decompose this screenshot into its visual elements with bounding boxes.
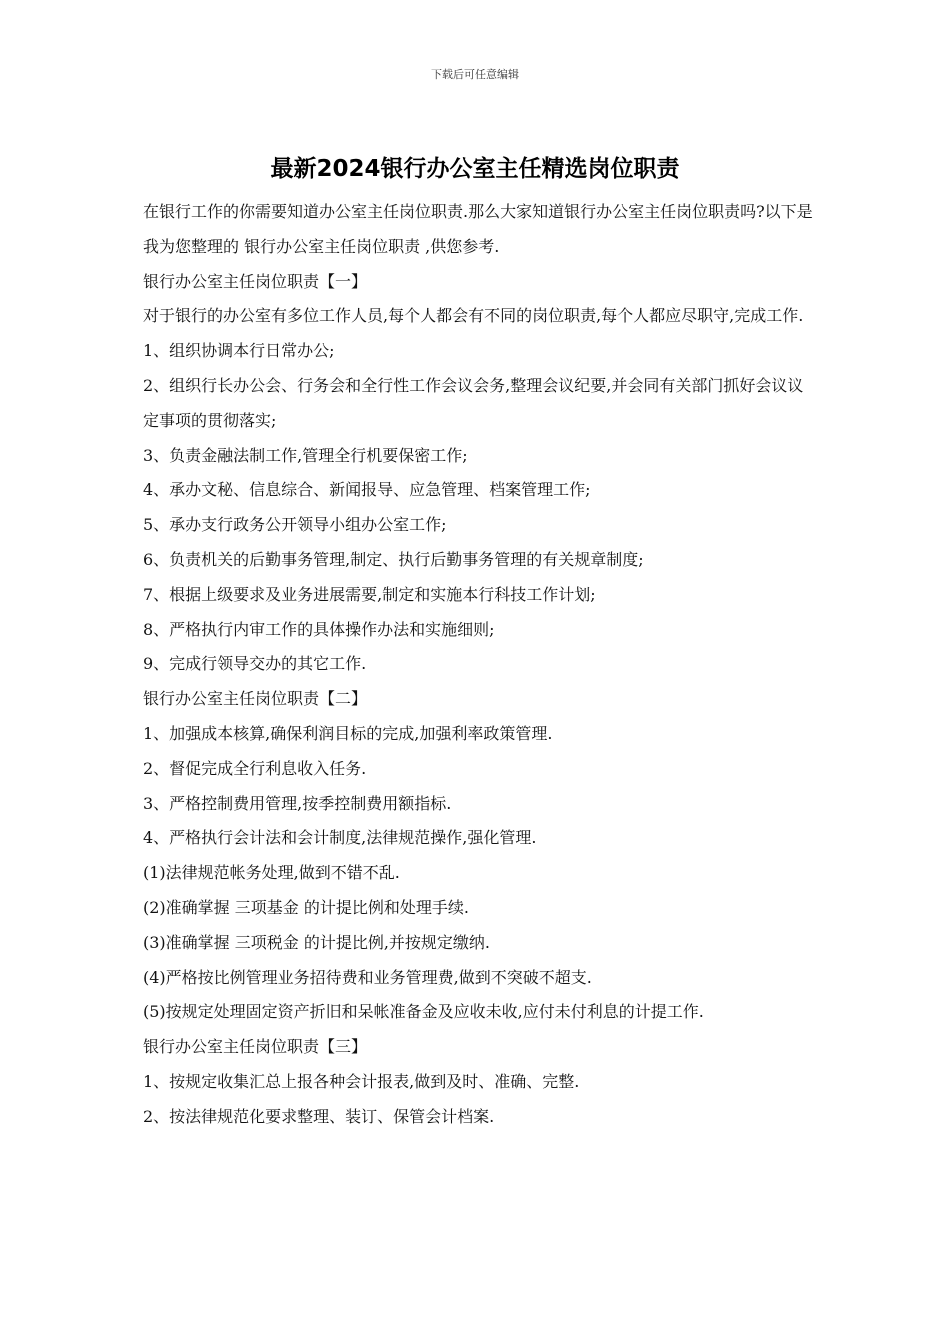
- list-item: 3、严格控制费用管理,按季控制费用额指标.: [143, 793, 452, 813]
- list-item: 8、严格执行内审工作的具体操作办法和实施细则;: [143, 619, 495, 639]
- section-1-intro: 对于银行的办公室有多位工作人员,每个人都会有不同的岗位职责,每个人都应尽职守,完成工作.: [143, 306, 804, 326]
- sub-list-item: (5)按规定处理固定资产折旧和呆帐准备金及应收未收,应付未付利息的计提工作.: [143, 1002, 704, 1022]
- document-body: [143, 195, 815, 1135]
- section-heading-2: 银行办公室主任岗位职责【二】: [143, 689, 368, 709]
- list-item: 5、承办支行政务公开领导小组办公室工作;: [143, 515, 447, 535]
- list-item: 2、组织行长办公会、行务会和全行性工作会议会务,整理会议纪要,并会同有关部门抓好会议议定事项的贯彻落实;: [143, 375, 804, 430]
- page-header-note: 下载后可任意编辑: [431, 68, 519, 81]
- sub-list-item: (3)准确掌握 三项税金 的计提比例,并按规定缴纳.: [143, 932, 491, 952]
- list-item: 2、督促完成全行利息收入任务.: [143, 758, 367, 778]
- sub-list-item: (4)严格按比例管理业务招待费和业务管理费,做到不突破不超支.: [143, 967, 592, 987]
- sub-list-item: (2)准确掌握 三项基金 的计提比例和处理手续.: [143, 897, 469, 917]
- list-item: 4、承办文秘、信息综合、新闻报导、应急管理、档案管理工作;: [143, 480, 591, 500]
- list-item: 7、根据上级要求及业务进展需要,制定和实施本行科技工作计划;: [143, 584, 596, 604]
- intro-paragraph: 在银行工作的你需要知道办公室主任岗位职责.那么大家知道银行办公室主任岗位职责吗?以下是我为您整理的 银行办公室主任岗位职责 ,供您参考.: [143, 202, 813, 256]
- list-item: 6、负责机关的后勤事务管理,制定、执行后勤事务管理的有关规章制度;: [143, 549, 644, 569]
- list-item: 2、按法律规范化要求整理、装订、保管会计档案.: [143, 1106, 495, 1126]
- section-heading-1: 银行办公室主任岗位职责【一】: [143, 271, 368, 291]
- list-item: 1、加强成本核算,确保利润目标的完成,加强利率政策管理.: [143, 723, 553, 743]
- sub-list-item: (1)法律规范帐务处理,做到不错不乱.: [143, 863, 400, 883]
- list-item: 4、严格执行会计法和会计制度,法律规范操作,强化管理.: [143, 828, 537, 848]
- list-item: 1、按规定收集汇总上报各种会计报表,做到及时、准确、完整.: [143, 1071, 580, 1091]
- list-item: 9、完成行领导交办的其它工作.: [143, 654, 367, 674]
- list-item: 3、负责金融法制工作,管理全行机要保密工作;: [143, 445, 468, 465]
- document-title: 最新2024银行办公室主任精选岗位职责: [270, 156, 680, 182]
- list-item: 1、组织协调本行日常办公;: [143, 341, 335, 361]
- section-heading-3: 银行办公室主任岗位职责【三】: [143, 1037, 368, 1057]
